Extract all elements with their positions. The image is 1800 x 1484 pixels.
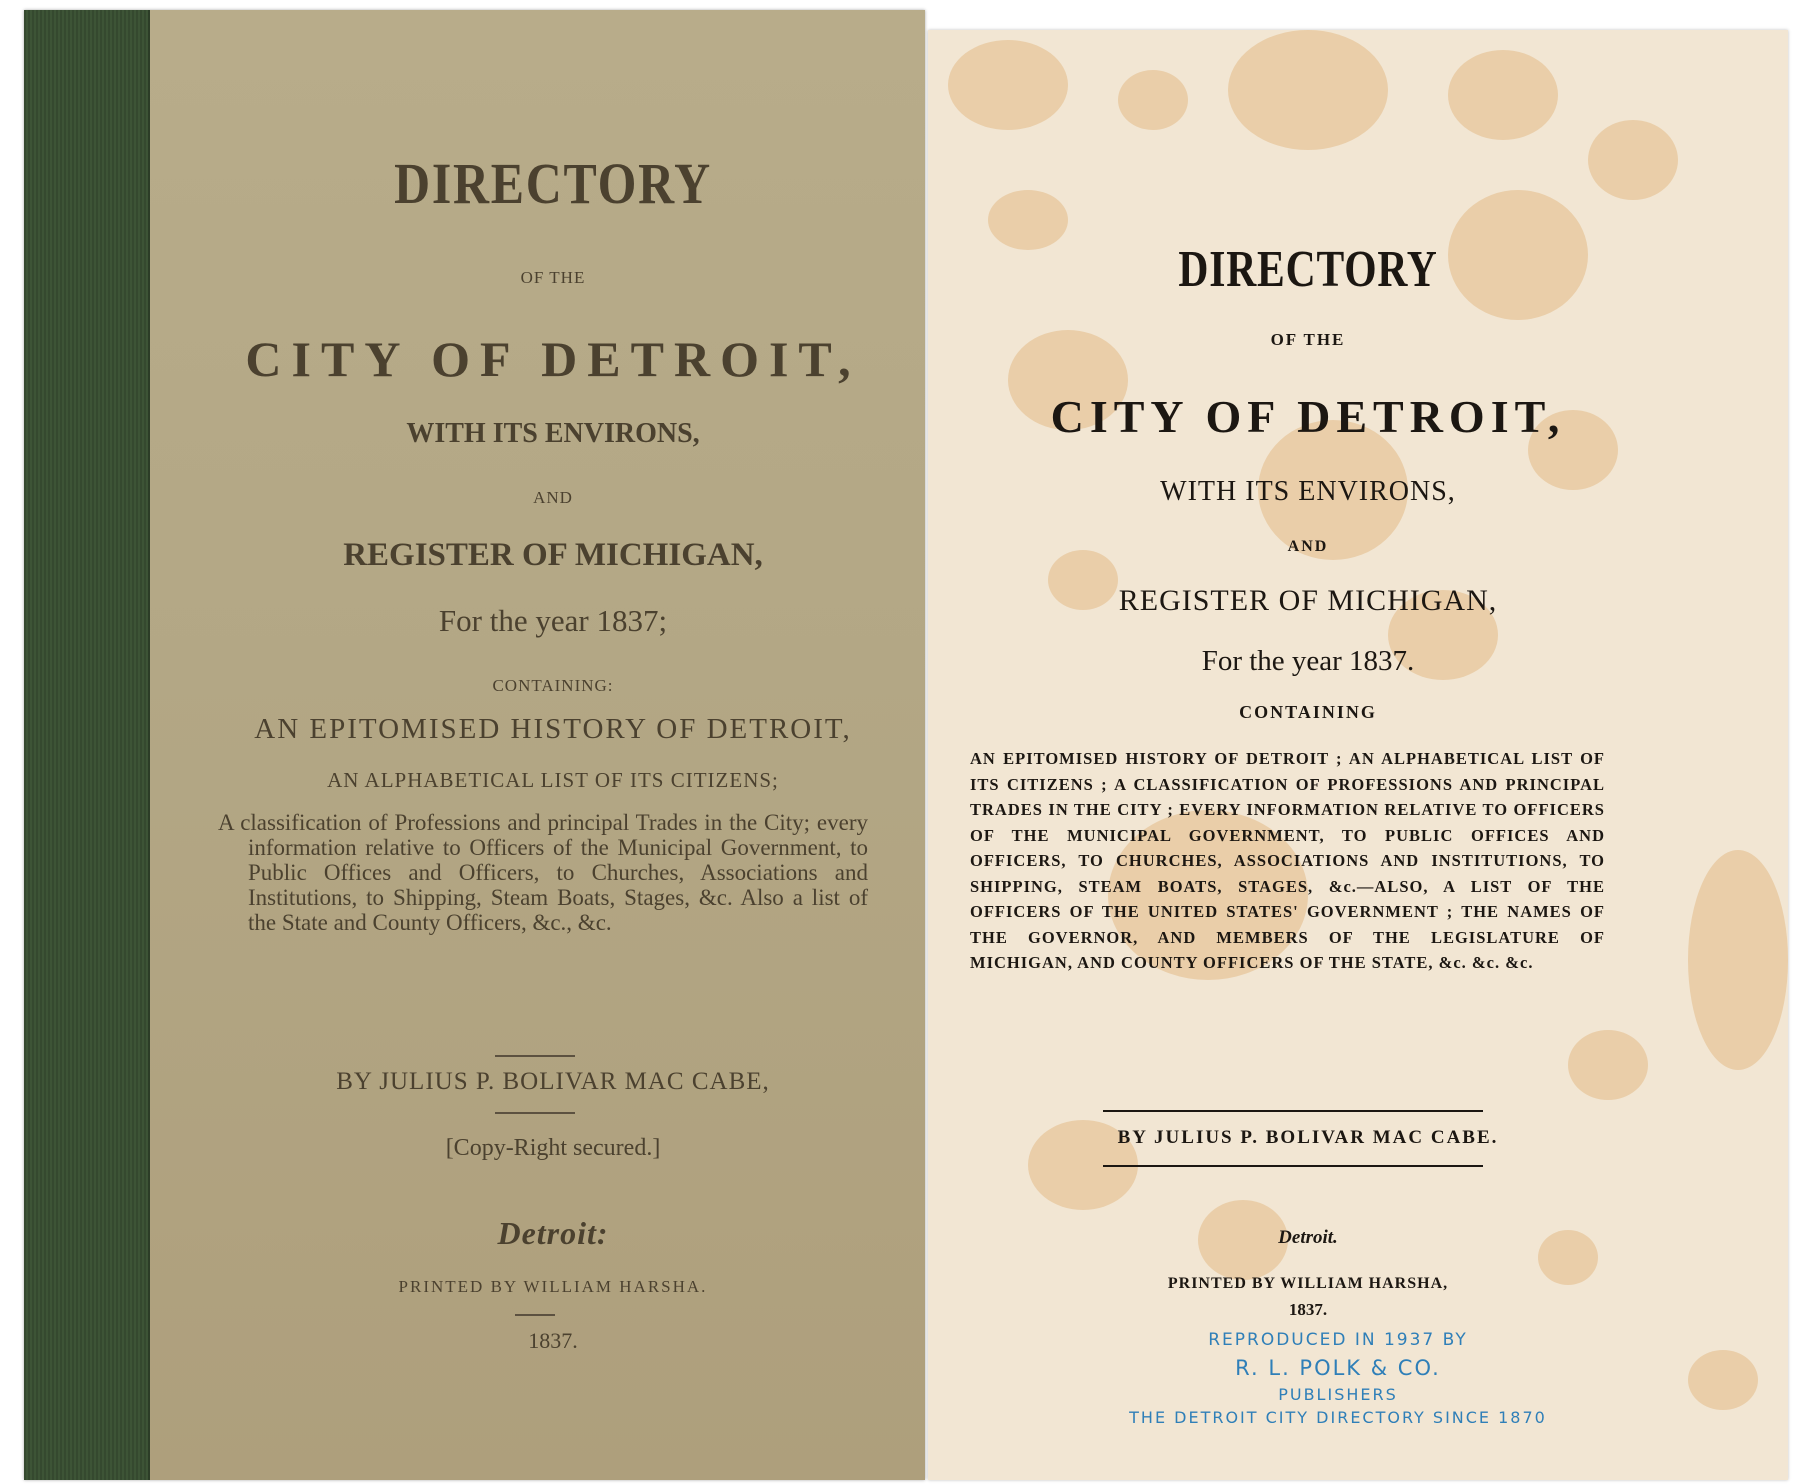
cover-title: DIRECTORY bbox=[394, 151, 712, 216]
stamp-reproduced: REPRODUCED IN 1937 BY bbox=[1208, 1330, 1468, 1350]
stamp-publishers: PUBLISHERS bbox=[1278, 1385, 1398, 1404]
foxing-stain bbox=[1118, 70, 1188, 130]
book-cover bbox=[24, 10, 925, 1480]
cover-city: CITY OF DETROIT, bbox=[245, 331, 861, 387]
cover-containing: CONTAINING: bbox=[492, 676, 614, 695]
cover-alphabetical: AN ALPHABETICAL LIST OF ITS CITIZENS; bbox=[327, 768, 779, 792]
cover-place: Detroit: bbox=[497, 1215, 609, 1251]
foxing-stain bbox=[1568, 1030, 1648, 1100]
page-author: BY JULIUS P. BOLIVAR MAC CABE. bbox=[1117, 1127, 1499, 1148]
cover-register: REGISTER OF MICHIGAN, bbox=[343, 537, 763, 573]
cover-author: BY JULIUS P. BOLIVAR MAC CABE, bbox=[336, 1068, 770, 1095]
cover-rule bbox=[515, 1314, 555, 1316]
foxing-stain bbox=[1688, 850, 1788, 1070]
page-register: REGISTER OF MICHIGAN, bbox=[1118, 584, 1498, 617]
page-rule bbox=[1103, 1165, 1483, 1167]
foxing-stain bbox=[1588, 120, 1678, 200]
page-description: AN EPITOMISED HISTORY OF DETROIT ; AN ALPHABETICAL LIST OF ITS CITIZENS ; A CLASSIFICATION OF PROFESSIONS AND PRINCIPAL TRADES IN THE CITY ; EVERY INFORMATION RELATIVE TO OFFICERS OF THE MUNICIPAL GOVERNMENT, TO PUBLIC OFFICES AND OFFICERS, TO CHURCHES, ASSOCIATIONS AND INSTITUTIONS, TO SHIPPING, STEAM BOATS, STAGES, &c.—ALSO, A LIST OF THE OFFICERS OF THE UNITED STATES' GOVERNMENT ; THE NAMES OF THE GOVERNOR, AND MEMBERS OF THE LEGISLATURE OF MICHIGAN, AND COUNTY OFFICERS OF THE STATE, &c. &c. &c. bbox=[970, 749, 1605, 972]
stamp-since: THE DETROIT CITY DIRECTORY SINCE 1870 bbox=[1129, 1408, 1547, 1427]
page-containing: CONTAINING bbox=[1239, 702, 1377, 722]
stamp-publisher: R. L. POLK & CO. bbox=[1235, 1356, 1441, 1380]
cloth-spine bbox=[24, 10, 150, 1480]
page-rule bbox=[1103, 1110, 1483, 1112]
page-year: 1837. bbox=[1288, 1300, 1328, 1319]
cover-year: 1837. bbox=[528, 1328, 578, 1353]
page-place: Detroit. bbox=[1278, 1227, 1338, 1248]
foxing-stain bbox=[1688, 1350, 1758, 1410]
page-city: CITY OF DETROIT, bbox=[1050, 391, 1566, 442]
cover-copyright: [Copy-Right secured.] bbox=[445, 1135, 661, 1161]
cover-environs: WITH ITS ENVIRONS, bbox=[406, 418, 700, 449]
page-year-line: For the year 1837. bbox=[1201, 645, 1415, 677]
cover-printer: PRINTED BY WILLIAM HARSHA. bbox=[398, 1277, 708, 1296]
cover-rule bbox=[495, 1055, 575, 1057]
cover-rule bbox=[495, 1112, 575, 1114]
page-title: DIRECTORY bbox=[1178, 241, 1438, 298]
cover-and: AND bbox=[533, 488, 573, 507]
page-and: AND bbox=[1287, 538, 1329, 555]
page-printer: PRINTED BY WILLIAM HARSHA, bbox=[1167, 1275, 1449, 1292]
foxing-stain bbox=[1228, 30, 1388, 150]
page-environs: WITH ITS ENVIRONS, bbox=[1160, 476, 1456, 507]
title-page bbox=[928, 30, 1788, 1480]
foxing-stain bbox=[1448, 50, 1558, 140]
cover-of-the: OF THE bbox=[520, 268, 586, 287]
cover-year-line: For the year 1837; bbox=[438, 603, 668, 638]
page-of-the: OF THE bbox=[1270, 330, 1346, 349]
cover-history: AN EPITOMISED HISTORY OF DETROIT, bbox=[254, 713, 852, 745]
cover-description: A classification of Professions and principal Trades in the City; every information relative to Officers of the Municipal Government, to Public Offices and Officers, to Churches, Associations and Institutions, to Shipping, Steam Boats, Stages, &c. Also a list of the State and County Officers, &c., &c. bbox=[218, 810, 868, 935]
foxing-stain bbox=[948, 40, 1068, 130]
